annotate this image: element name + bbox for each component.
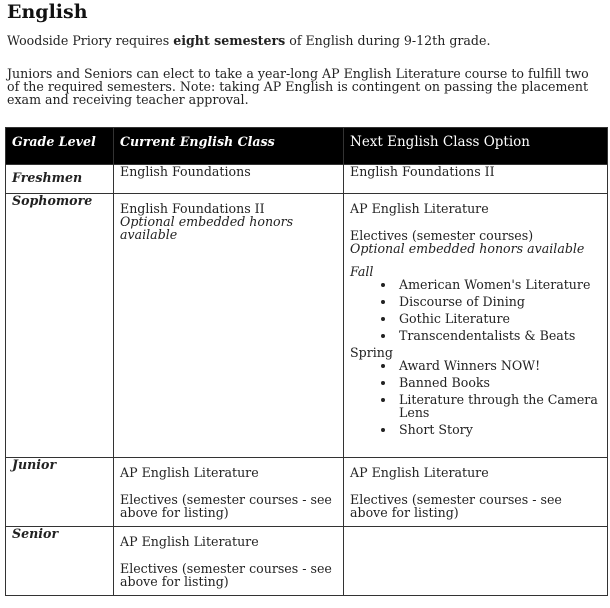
grade-senior: Senior [6,527,114,596]
current-class-sophomore [114,194,344,458]
header-current-class: Current English Class [114,128,344,165]
next-electives-option: Electives (semester courses - see above for listing) [350,492,562,520]
intro-text-end: of English during 9-12th grade. [285,33,491,48]
list-item: • Transcendentalists & Beats [396,329,601,342]
current-electives-option: Electives (semester courses - see above for listing) [120,561,332,589]
electives-label: Electives (semester courses) [350,228,534,243]
fall-course-list [350,278,601,342]
list-item: • Discourse of Dining [396,295,601,308]
current-ap-option: AP English Literature [120,534,259,549]
header-grade-level: Grade Level [6,128,114,165]
current-class-freshmen: English Foundations [114,165,344,194]
next-class-senior [344,527,608,596]
grade-sophomore: Sophomore [6,194,114,458]
list-item: • Literature through the Camera Lens [396,393,601,419]
list-item: • Short Story [396,423,601,436]
next-ap-option: AP English Literature [350,201,489,216]
table-row-freshmen [6,165,608,194]
grade-junior: Junior [6,458,114,527]
list-item: • Gothic Literature [396,312,601,325]
honors-note: Optional embedded honors available [120,214,294,242]
next-class-sophomore [344,194,608,458]
current-class-name: English Foundations II [120,201,265,216]
current-ap-option: AP English Literature [120,465,259,480]
grade-freshmen: Freshmen [6,165,114,194]
english-course-table [5,127,608,596]
intro-text-start: Woodside Priory requires [7,33,174,48]
table-row-junior [6,458,608,527]
table-row-senior [6,527,608,596]
current-class-senior [114,527,344,596]
page-title: English [7,1,88,23]
next-class-junior [344,458,608,527]
spring-label: Spring [350,345,393,360]
table-header-row [6,128,608,165]
ap-note-paragraph: Juniors and Seniors can elect to take a year-long AP English Literature course to fulfill two of the required semesters. Note: taking AP English is contingent on passing the placement exam and receiving teacher approval. [7,66,589,107]
list-item: • American Women's Literature [396,278,601,291]
next-ap-option: AP English Literature [350,465,489,480]
list-item: • Award Winners NOW! [396,359,601,372]
spring-course-list [350,359,601,436]
intro-paragraph [7,34,603,48]
current-electives-option: Electives (semester courses - see above for listing) [120,492,332,520]
electives-honors-note: Optional embedded honors available [350,241,585,256]
list-item: • Banned Books [396,376,601,389]
current-class-junior [114,458,344,527]
next-class-freshmen: English Foundations II [344,165,608,194]
fall-label: Fall [350,264,374,279]
header-next-option: Next English Class Option [344,128,608,165]
table-row-sophomore [6,194,608,458]
intro-emphasis: eight semesters [173,33,286,48]
